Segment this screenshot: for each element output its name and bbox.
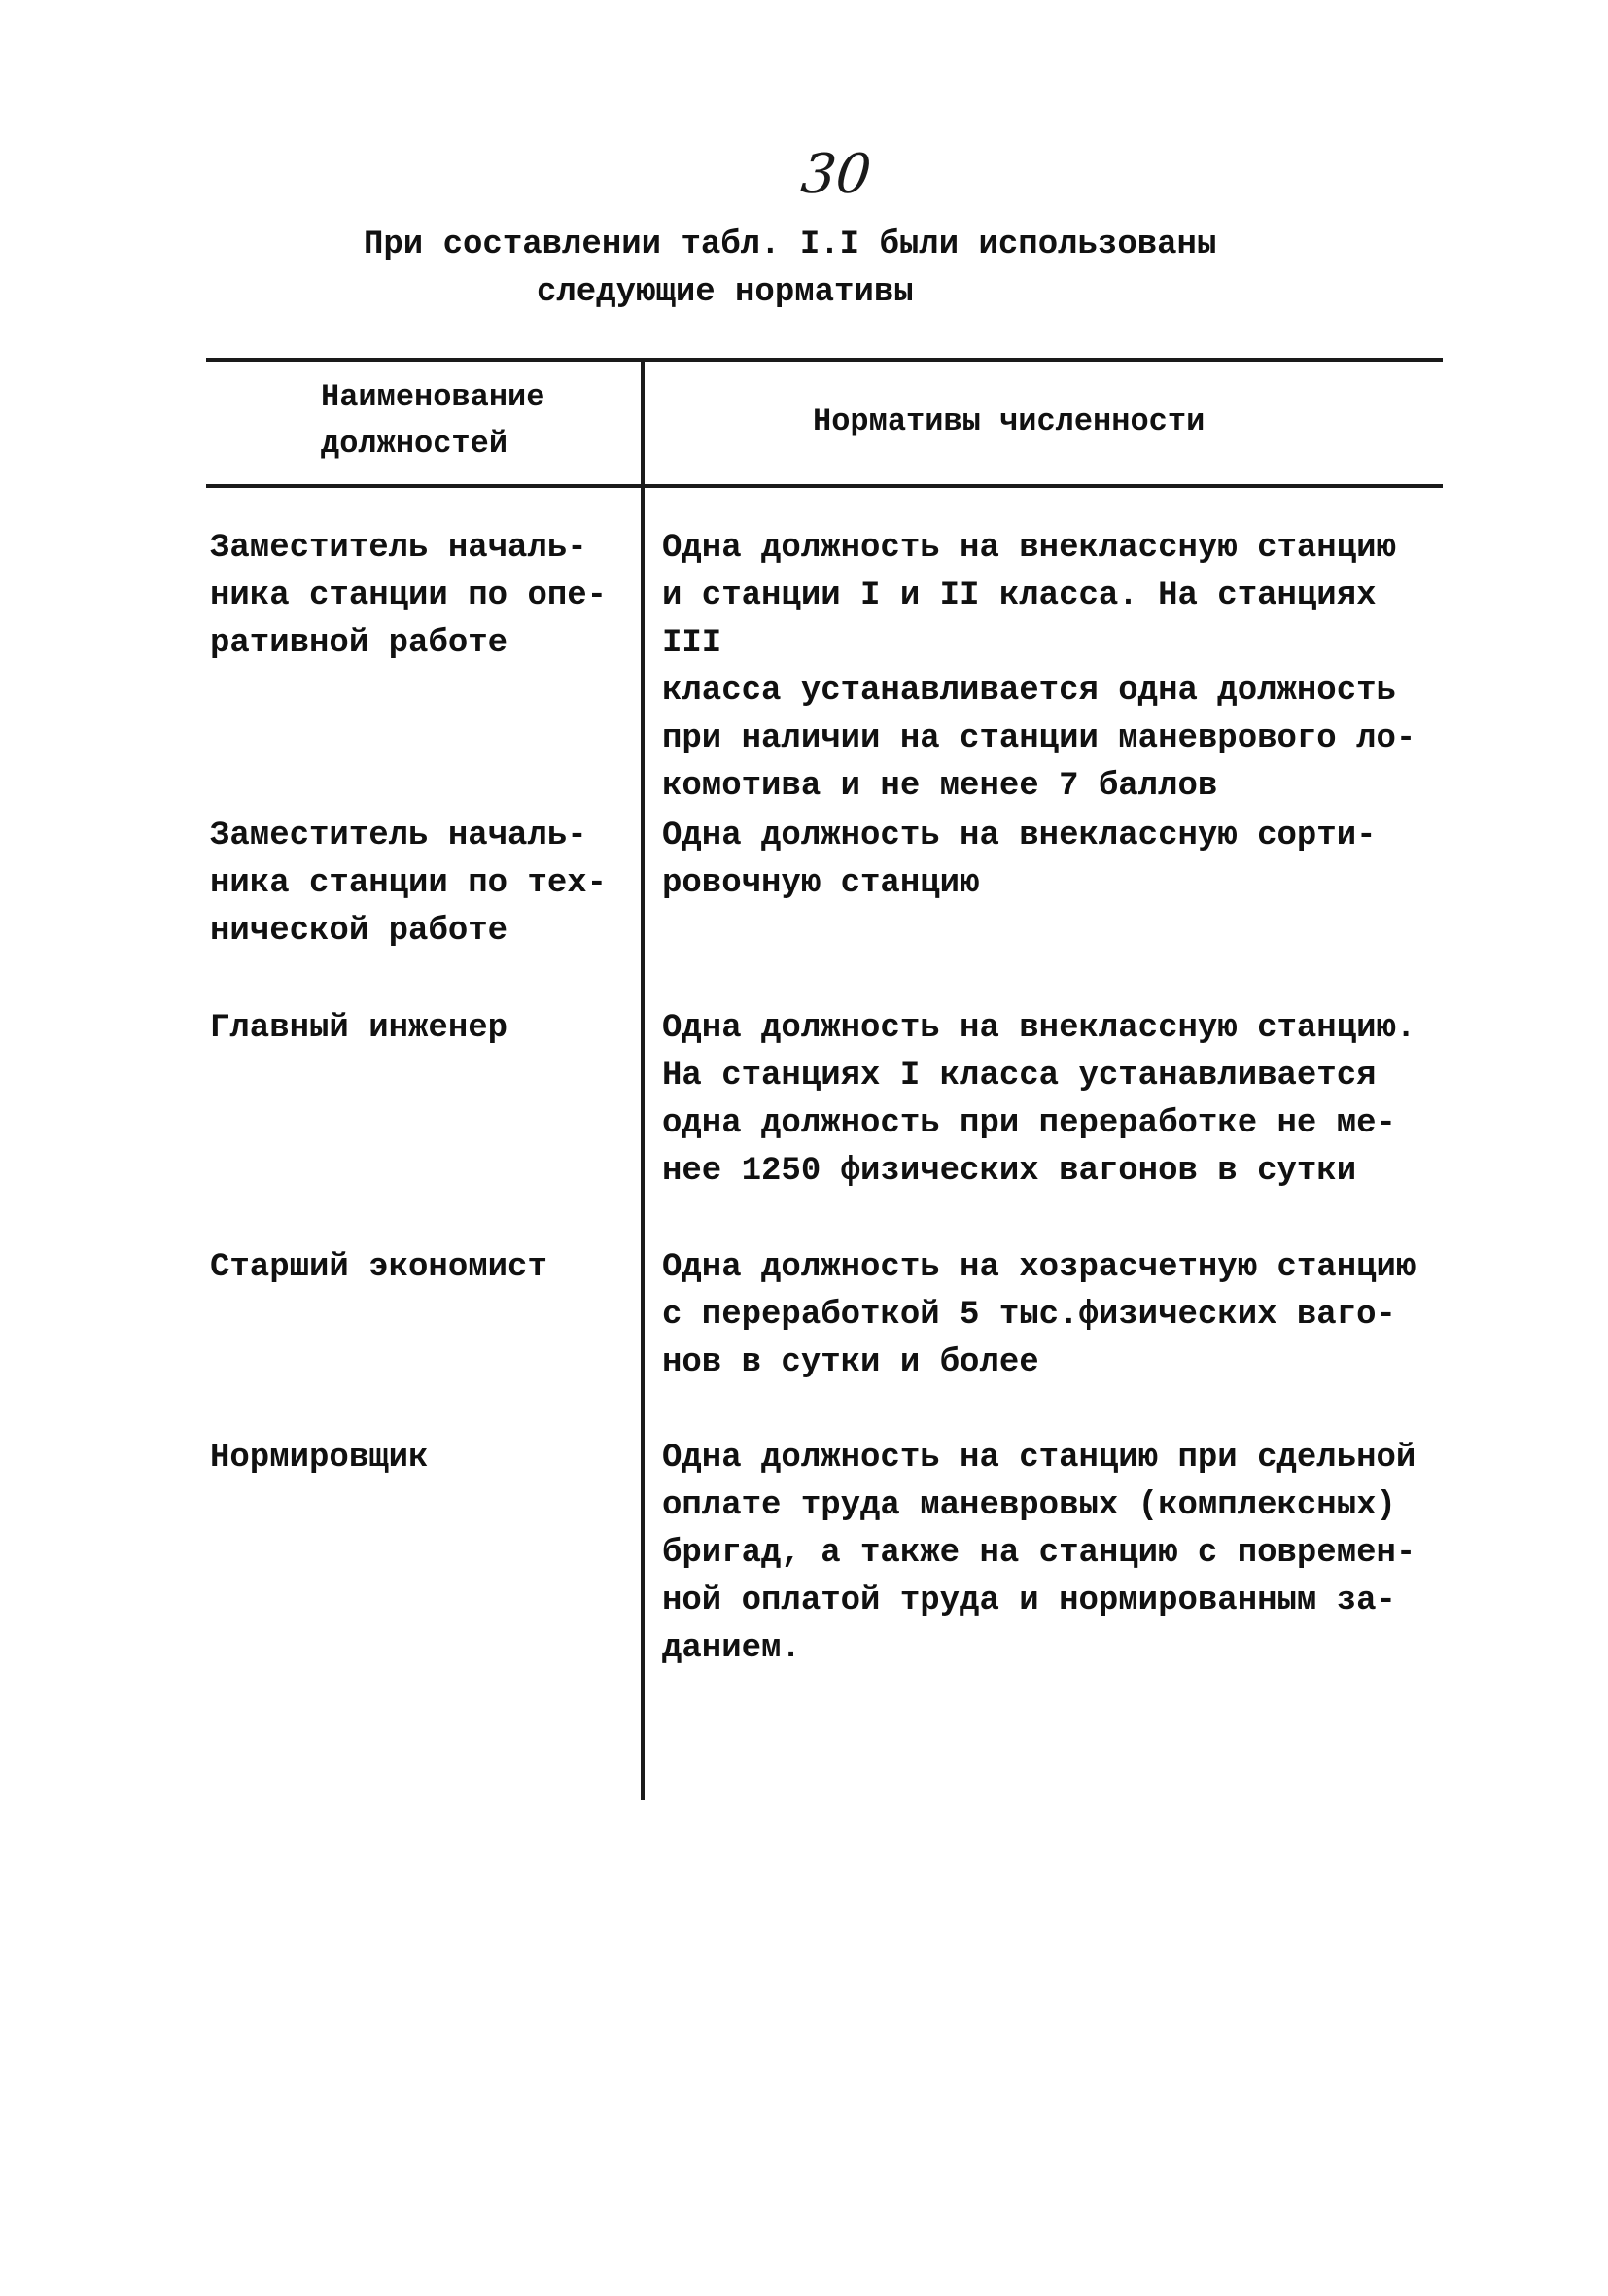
table-header-rule: [206, 484, 1443, 488]
header-norms: Нормативы численности: [813, 403, 1206, 439]
row-5-position: Нормировщик: [210, 1440, 429, 1477]
row-3-position: Главный инженер: [210, 1010, 508, 1047]
row-3-norm: Одна должность на внеклассную станцию. На станциях I класса устанавливается одна должность при переработке не ме- нее 1250 физических вагонов в сутки: [662, 1010, 1416, 1190]
row-5-norm: Одна должность на станцию при сдельной оплате труда маневровых (комплексных) бригад, а также на станцию с повремен- ной оплатой труда и нормированным за- данием.: [662, 1440, 1416, 1667]
intro-line-1: При составлении табл. I.I были использованы: [364, 226, 1217, 263]
header-position: Наименование должностей: [321, 379, 545, 462]
row-1-position: Заместитель началь- ника станции по опе- ративной работе: [210, 530, 608, 662]
page-number: 30: [797, 143, 875, 206]
row-4-norm: Одна должность на хозрасчетную станцию с переработкой 5 тыс.физических ваго- нов в сутки и более: [662, 1249, 1416, 1381]
row-2-position: Заместитель началь- ника станции по тех- нической работе: [210, 818, 608, 950]
table-top-rule: [206, 358, 1443, 362]
intro-line-2: следующие нормативы: [537, 274, 914, 311]
row-4-position: Старший экономист: [210, 1249, 547, 1286]
intro-text: [292, 222, 1361, 317]
table-column-divider: [641, 360, 645, 1800]
row-2-norm: Одна должность на внеклассную сорти- ровочную станцию: [662, 818, 1377, 902]
row-1-norm: Одна должность на внеклассную станцию и станции I и II класса. На станциях III класса устанавливается одна должность при наличии на станции маневрового ло- комотива и не менее 7 баллов: [662, 530, 1416, 805]
